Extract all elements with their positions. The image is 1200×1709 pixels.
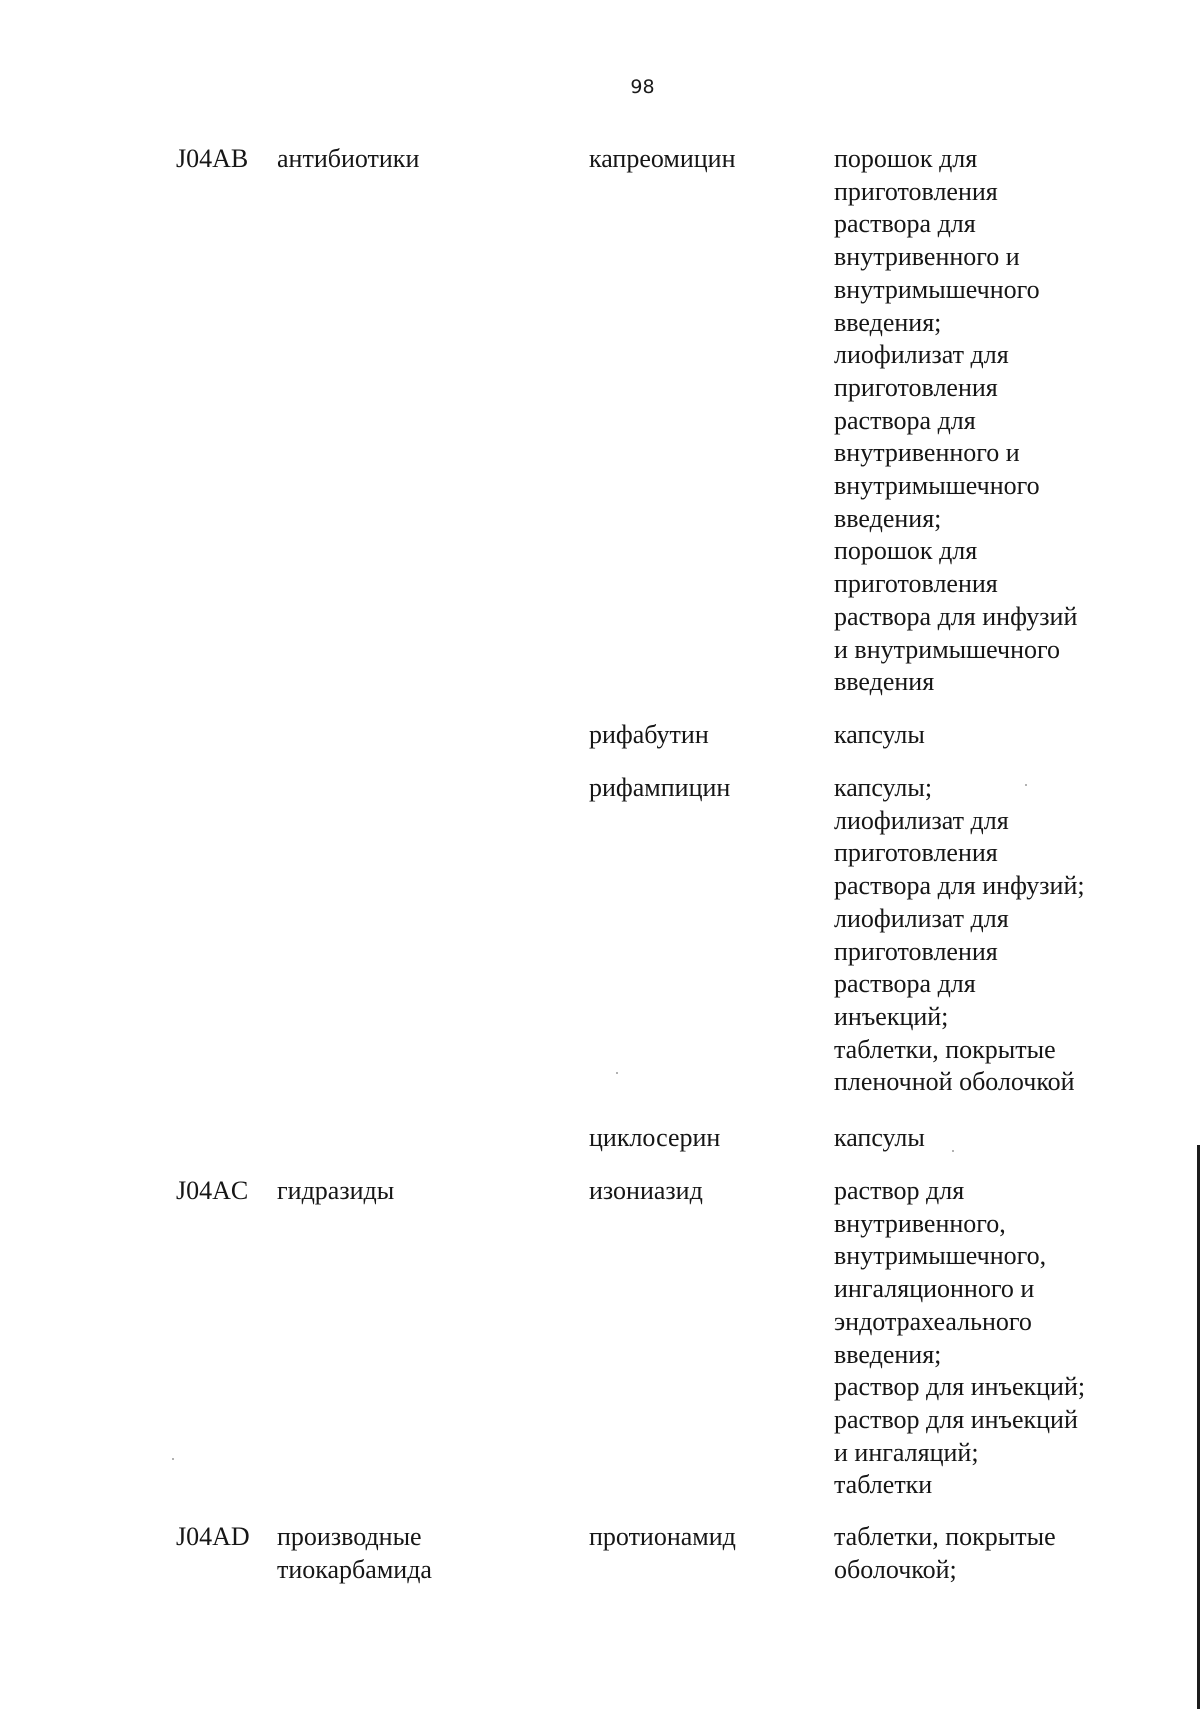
dosage-forms <box>834 772 1085 1099</box>
dosage-form-line: пленочной оболочкой <box>834 1067 1075 1097</box>
dosage-form-line: порошок для <box>834 536 978 566</box>
dosage-forms <box>834 719 925 752</box>
page-number: 98 <box>630 76 655 98</box>
dosage-forms <box>834 1122 925 1155</box>
dosage-form-line: и внутримышечного <box>834 634 1061 664</box>
dosage-form-line: раствора для <box>834 405 976 435</box>
group-line: антибиотики <box>277 144 420 173</box>
dosage-form-line: ингаляционного и <box>834 1274 1035 1304</box>
dosage-form-line: капсулы; <box>834 773 933 802</box>
dosage-form-line: порошок для <box>834 144 978 173</box>
dosage-form-line: введения; <box>834 307 942 337</box>
dosage-form-line: капсулы <box>834 1123 925 1152</box>
dosage-form-line: внутривенного и <box>834 242 1020 272</box>
dosage-form-line: введения <box>834 667 935 697</box>
dosage-form-line: раствора для инфузий <box>834 601 1078 631</box>
pharmacological-group <box>277 1521 432 1586</box>
dosage-form-line: раствора для инфузий; <box>834 871 1085 901</box>
dosage-form-line: лиофилизат для <box>834 805 1009 835</box>
scan-speck <box>172 1458 174 1460</box>
atc-code: J04AC <box>176 1176 249 1205</box>
dosage-form-line: инъекций; <box>834 1001 949 1031</box>
group-line: тиокарбамида <box>277 1554 432 1584</box>
drug-name: рифампицин <box>589 773 731 802</box>
drug-name: изониазид <box>589 1176 703 1205</box>
drug-name: капреомицин <box>589 144 736 173</box>
dosage-form-line: приготовления <box>834 176 998 206</box>
dosage-form-line: эндотрахеального <box>834 1306 1032 1336</box>
group-line: гидразиды <box>277 1176 395 1205</box>
dosage-form-line: раствора для <box>834 209 976 239</box>
dosage-form-line: и ингаляций; <box>834 1437 979 1467</box>
dosage-form-line: внутривенного, <box>834 1208 1006 1238</box>
scan-speck <box>616 1072 618 1074</box>
dosage-form-line: лиофилизат для <box>834 903 1009 933</box>
dosage-form-line: раствор для инъекций; <box>834 1372 1086 1402</box>
dosage-form-line: лиофилизат для <box>834 340 1009 370</box>
dosage-form-line: внутримышечного, <box>834 1241 1047 1271</box>
group-line: производные <box>277 1522 422 1551</box>
dosage-forms <box>834 1521 1056 1586</box>
dosage-form-line: приготовления <box>834 372 998 402</box>
dosage-form-line: раствора для <box>834 969 976 999</box>
dosage-form-line: приготовления <box>834 838 998 868</box>
dosage-form-line: введения; <box>834 503 942 533</box>
dosage-forms <box>834 143 1077 699</box>
dosage-form-line: внутримышечного <box>834 274 1040 304</box>
scan-speck <box>952 1150 954 1152</box>
dosage-form-line: раствор для инъекций <box>834 1404 1078 1434</box>
dosage-form-line: таблетки, покрытые <box>834 1522 1056 1551</box>
dosage-forms <box>834 1175 1085 1502</box>
pharmacological-group <box>277 143 419 176</box>
dosage-form-line: введения; <box>834 1339 942 1369</box>
dosage-form-line: внутримышечного <box>834 471 1040 501</box>
dosage-form-line: таблетки, покрытые <box>834 1034 1056 1064</box>
dosage-form-line: приготовления <box>834 936 998 966</box>
dosage-form-line: оболочкой; <box>834 1554 957 1584</box>
atc-code: J04AD <box>176 1522 250 1551</box>
atc-code: J04AB <box>176 144 249 173</box>
pharmacological-group <box>277 1175 394 1208</box>
dosage-form-line: раствор для <box>834 1176 965 1205</box>
drug-name: рифабутин <box>589 720 709 749</box>
dosage-form-line: таблетки <box>834 1470 933 1500</box>
scan-speck <box>1025 784 1027 786</box>
dosage-form-line: капсулы <box>834 720 925 749</box>
dosage-form-line: внутривенного и <box>834 438 1020 468</box>
drug-name: циклосерин <box>589 1123 721 1152</box>
drug-name: протионамид <box>589 1522 736 1551</box>
dosage-form-line: приготовления <box>834 569 998 599</box>
